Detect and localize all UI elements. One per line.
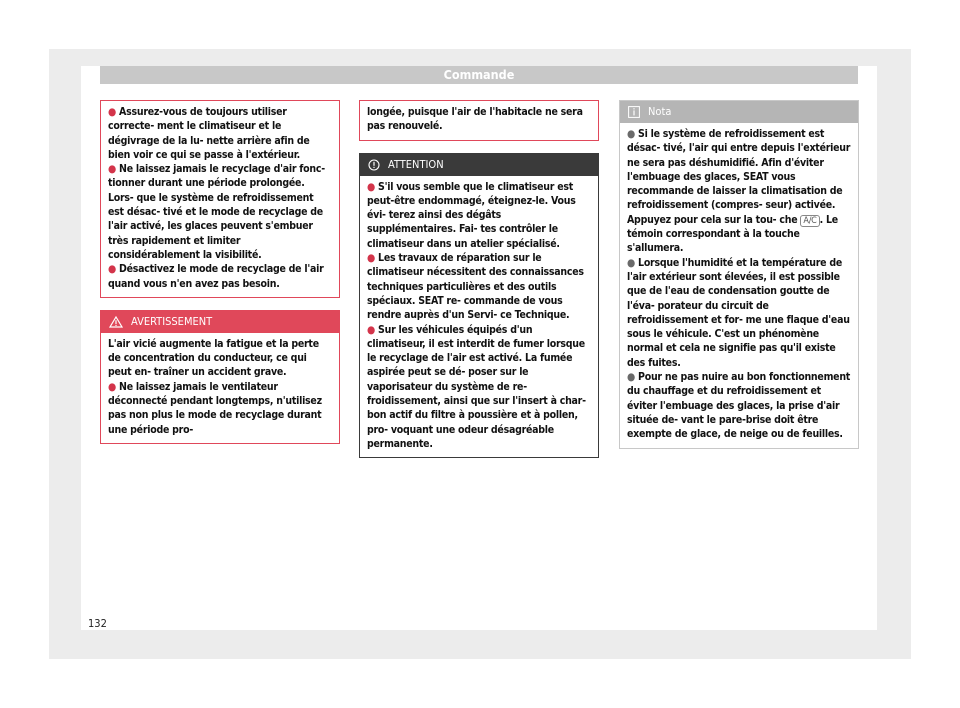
attention-circle-icon	[368, 159, 380, 171]
warning-triangle-icon	[109, 316, 123, 328]
warning-header	[101, 311, 339, 333]
continued-text: longée, puisque l'air de l'habitacle ne sera pas renouvelé.	[367, 106, 583, 133]
bullet-icon: ●	[627, 371, 635, 384]
bullet-icon: ●	[108, 163, 116, 176]
list-item: ● Ne laissez jamais le ventilateur déconnecté pendant longtemps, n'utilisez pas non plus le mode de recyclage durant une période pro-	[108, 380, 322, 436]
ac-key-icon: A/C	[800, 215, 819, 227]
warning-title: AVERTISSEMENT	[131, 314, 213, 328]
bullet-icon: ●	[627, 128, 635, 140]
warning-continued-box	[359, 100, 599, 141]
page-number: 132	[88, 617, 107, 630]
column-right	[619, 100, 859, 449]
page-header: Commande	[100, 66, 858, 84]
info-icon	[628, 106, 640, 118]
warning-intro: L'air vicié augmente la fatigue et la perte de concentration du conducteur, ce qui peut en- traîner un accident grave.	[108, 337, 319, 379]
bullet-icon: ●	[367, 323, 375, 336]
list-item: ● Pour ne pas nuire au bon fonctionnement du chauffage et du refroidissement et éviter l'embuage des glaces, la prise d'air située de- vant le pare-brise doit être exempte de glace, de neige ou de feuilles.	[627, 371, 851, 441]
list-item: ● Sur les véhicules équipés d'un climatiseur, il est interdit de fumer lorsque le recyclage de l'air est activé. La fumée aspirée peut se dé- poser sur le vaporisateur du système de re- froidissement, ainsi que sur l'insert à char- bon actif du filtre à poussière et à pollen, pro- voquant une odeur désagréable permanente.	[367, 323, 586, 450]
list-item: ● Désactivez le mode de recyclage de l'air quand vous n'en avez pas besoin.	[108, 263, 324, 290]
note-header	[620, 101, 858, 123]
bullet-icon: ●	[627, 256, 635, 269]
list-item: ● Ne laissez jamais le recyclage d'air fonc- tionner durant une période prolongée. Lors- que le système de refroidissement est désac- tivé et le mode de recyclage de l'air activé, les glaces peuvent s'embuer très rapidement et limiter considérablement la visibilité.	[108, 163, 325, 261]
list-item: ● Les travaux de réparation sur le climatiseur nécessitent des connaissances techniques particulières et des outils spéciaux. SEAT re- commande de vous rendre auprès d'un Servi- ce Technique.	[367, 252, 584, 322]
column-middle	[359, 100, 599, 458]
bullet-icon: ●	[108, 263, 116, 276]
attention-title: ATTENTION	[388, 157, 444, 171]
list-item: ● Assurez-vous de toujours utiliser correcte- ment le climatiseur et le dégivrage de la lu- nette arrière afin de bien voir ce qui se passe à l'extérieur.	[108, 106, 310, 161]
attention-header	[360, 154, 598, 176]
note-title: Nota	[648, 105, 672, 118]
column-left	[100, 100, 340, 444]
warning-box	[100, 310, 340, 444]
list-item: ● S'il vous semble que le climatiseur est peut-être endommagé, éteignez-le. Vous évi- terez ainsi des dégâts supplémentaires. Fai- tes contrôler le climatiseur dans un atelier spécialisé.	[367, 180, 576, 250]
list-item: ● Si le système de refroidissement est désac- tivé, l'air qui entre depuis l'extérieur ne sera pas déshumidifié. Afin d'éviter l'embuage des glaces, SEAT vous recommande de laisser la climatisation de refroidissement (compres- seur) activée. Appuyez pour cela sur la tou- che A/C . Le témoin correspondant à la touche s'allumera.	[627, 128, 851, 255]
bullet-icon: ●	[367, 252, 375, 265]
bullet-icon: ●	[367, 180, 375, 193]
bullet-icon: ●	[108, 380, 116, 393]
attention-box	[359, 153, 599, 459]
note-box	[619, 100, 859, 449]
bullet-icon: ●	[108, 106, 116, 118]
safety-intro-box	[100, 100, 340, 298]
list-item: ● Lorsque l'humidité et la température de l'air extérieur sont élevées, il est possible que de l'eau de condensation goutte de l'éva- porateur du circuit de refroidissement et for- me une flaque d'eau sous le véhicule. C'est un phénomène normal et cela ne signifie pas qu'il existe des fuites.	[627, 256, 850, 369]
